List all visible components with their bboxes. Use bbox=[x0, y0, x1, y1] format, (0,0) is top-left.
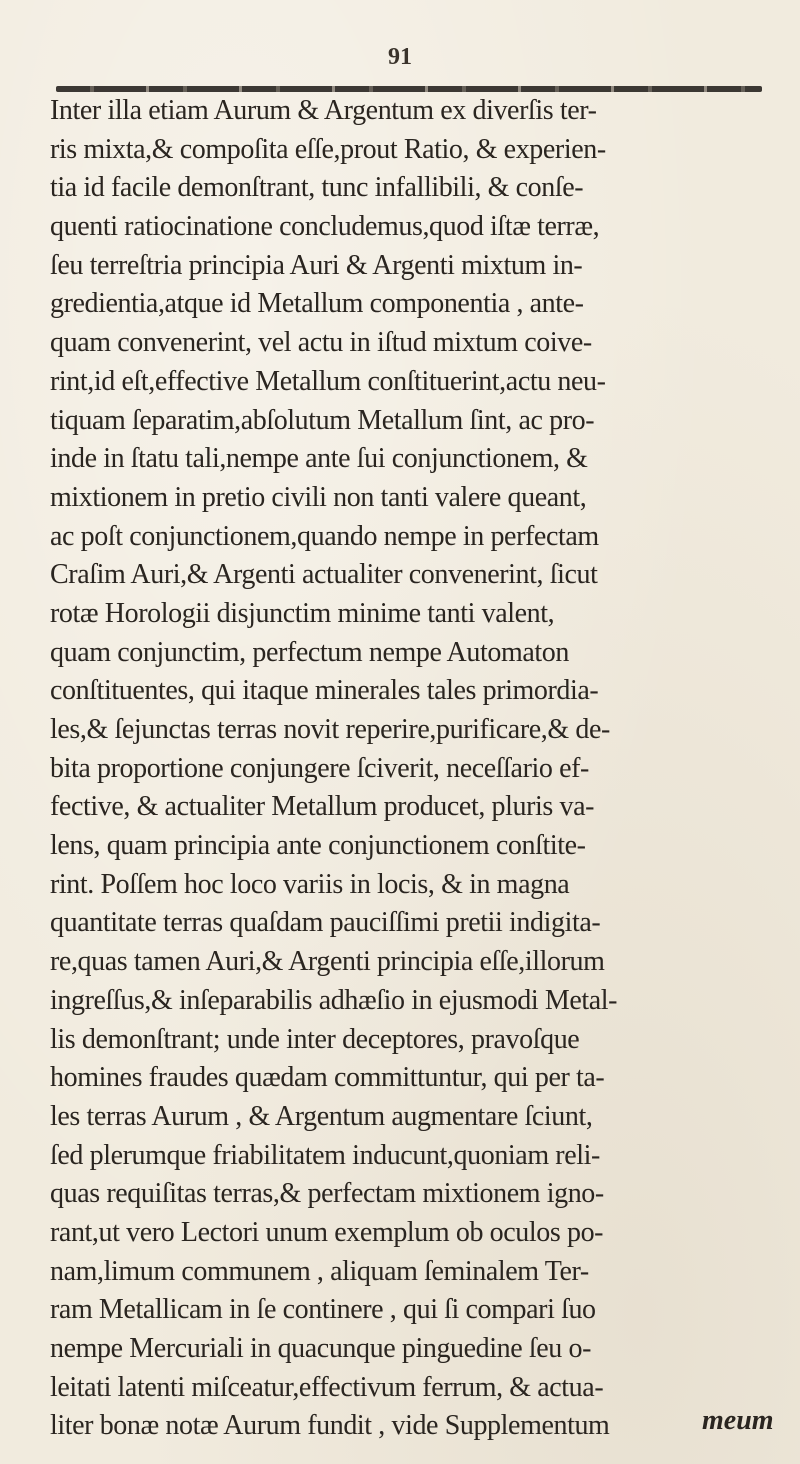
catchword: meum bbox=[702, 1405, 774, 1436]
body-text bbox=[50, 92, 782, 1446]
text-line: Craſim Auri,& Argenti actualiter convenerint, ſicut bbox=[50, 559, 598, 591]
text-line: nam,limum communem , aliquam ſeminalem Ter- bbox=[50, 1255, 589, 1287]
text-line: quenti ratiocinatione concludemus,quod iſtæ terræ, bbox=[50, 211, 600, 243]
text-line: rint. Poſſem hoc loco variis in locis, & in magna bbox=[50, 868, 570, 900]
text-line: quam conjunctim, perfectum nempe Automaton bbox=[50, 636, 569, 668]
text-line: tiquam ſeparatim,abſolutum Metallum ſint, ac pro- bbox=[50, 404, 595, 436]
text-line: tia id facile demonſtrant, tunc infallibili, & conſe- bbox=[50, 172, 584, 204]
text-line: quantitate terras quaſdam pauciſſimi pretii indigita- bbox=[50, 907, 601, 939]
text-line: gredientia,atque id Metallum componentia , ante- bbox=[50, 288, 584, 320]
text-line: rotæ Horologii disjunctim minime tanti valent, bbox=[50, 597, 555, 629]
text-line: quas requiſitas terras,& perfectam mixtionem igno- bbox=[50, 1178, 604, 1210]
text-line: liter bonæ notæ Aurum fundit , vide Supplementum bbox=[50, 1410, 610, 1442]
text-line: fective, & actualiter Metallum producet, pluris va- bbox=[50, 791, 595, 823]
text-line: re,quas tamen Auri,& Argenti principia eſſe,illorum bbox=[50, 946, 605, 978]
text-line: ris mixta,& compoſita eſſe,prout Ratio, & experien- bbox=[50, 133, 606, 165]
text-line: quam convenerint, vel actu in iſtud mixtum coive- bbox=[50, 327, 592, 359]
text-line: rant,ut vero Lectori unum exemplum ob oculos po- bbox=[50, 1216, 604, 1248]
page-number: 91 bbox=[388, 44, 412, 70]
text-line: lis demonſtrant; unde inter deceptores, pravoſque bbox=[50, 1023, 580, 1055]
text-line: bita proportione conjungere ſciverit, neceſſario ef- bbox=[50, 752, 589, 784]
text-line: les terras Aurum , & Argentum augmentare ſciunt, bbox=[50, 1100, 593, 1132]
text-line: rint,id eſt,effective Metallum conſtituerint,actu neu- bbox=[50, 365, 606, 397]
text-line: mixtionem in pretio civili non tanti valere queant, bbox=[50, 481, 587, 513]
text-line: nempe Mercuriali in quacunque pinguedine ſeu o- bbox=[50, 1333, 592, 1364]
text-line: ac poſt conjunctionem,quando nempe in perfectam bbox=[50, 520, 599, 552]
text-line: ingreſſus,& inſeparabilis adhæſio in ejusmodi Metal- bbox=[50, 984, 618, 1016]
text-line: conſtituentes, qui itaque minerales tales primordia- bbox=[50, 675, 599, 707]
text-line: ſeu terreſtria principia Auri & Argenti mixtum in- bbox=[50, 249, 583, 281]
text-line: leitati latenti miſceatur,effectivum ferrum, & actua- bbox=[50, 1371, 604, 1403]
text-line: homines fraudes quædam committuntur, qui per ta- bbox=[50, 1062, 605, 1094]
text-line: les,& ſejunctas terras novit reperire,purificare,& de- bbox=[50, 714, 610, 745]
text-line: ſed plerumque friabilitatem inducunt,quoniam reli- bbox=[50, 1139, 600, 1171]
text-line: lens, quam principia ante conjunctionem conſtite- bbox=[50, 830, 586, 862]
text-line: inde in ſtatu tali,nempe ante ſui conjunctionem, & bbox=[50, 443, 588, 475]
text-line: Inter illa etiam Aurum & Argentum ex diverſis ter- bbox=[50, 95, 597, 126]
text-line: ram Metallicam in ſe continere , qui ſi compari ſuo bbox=[50, 1294, 596, 1326]
